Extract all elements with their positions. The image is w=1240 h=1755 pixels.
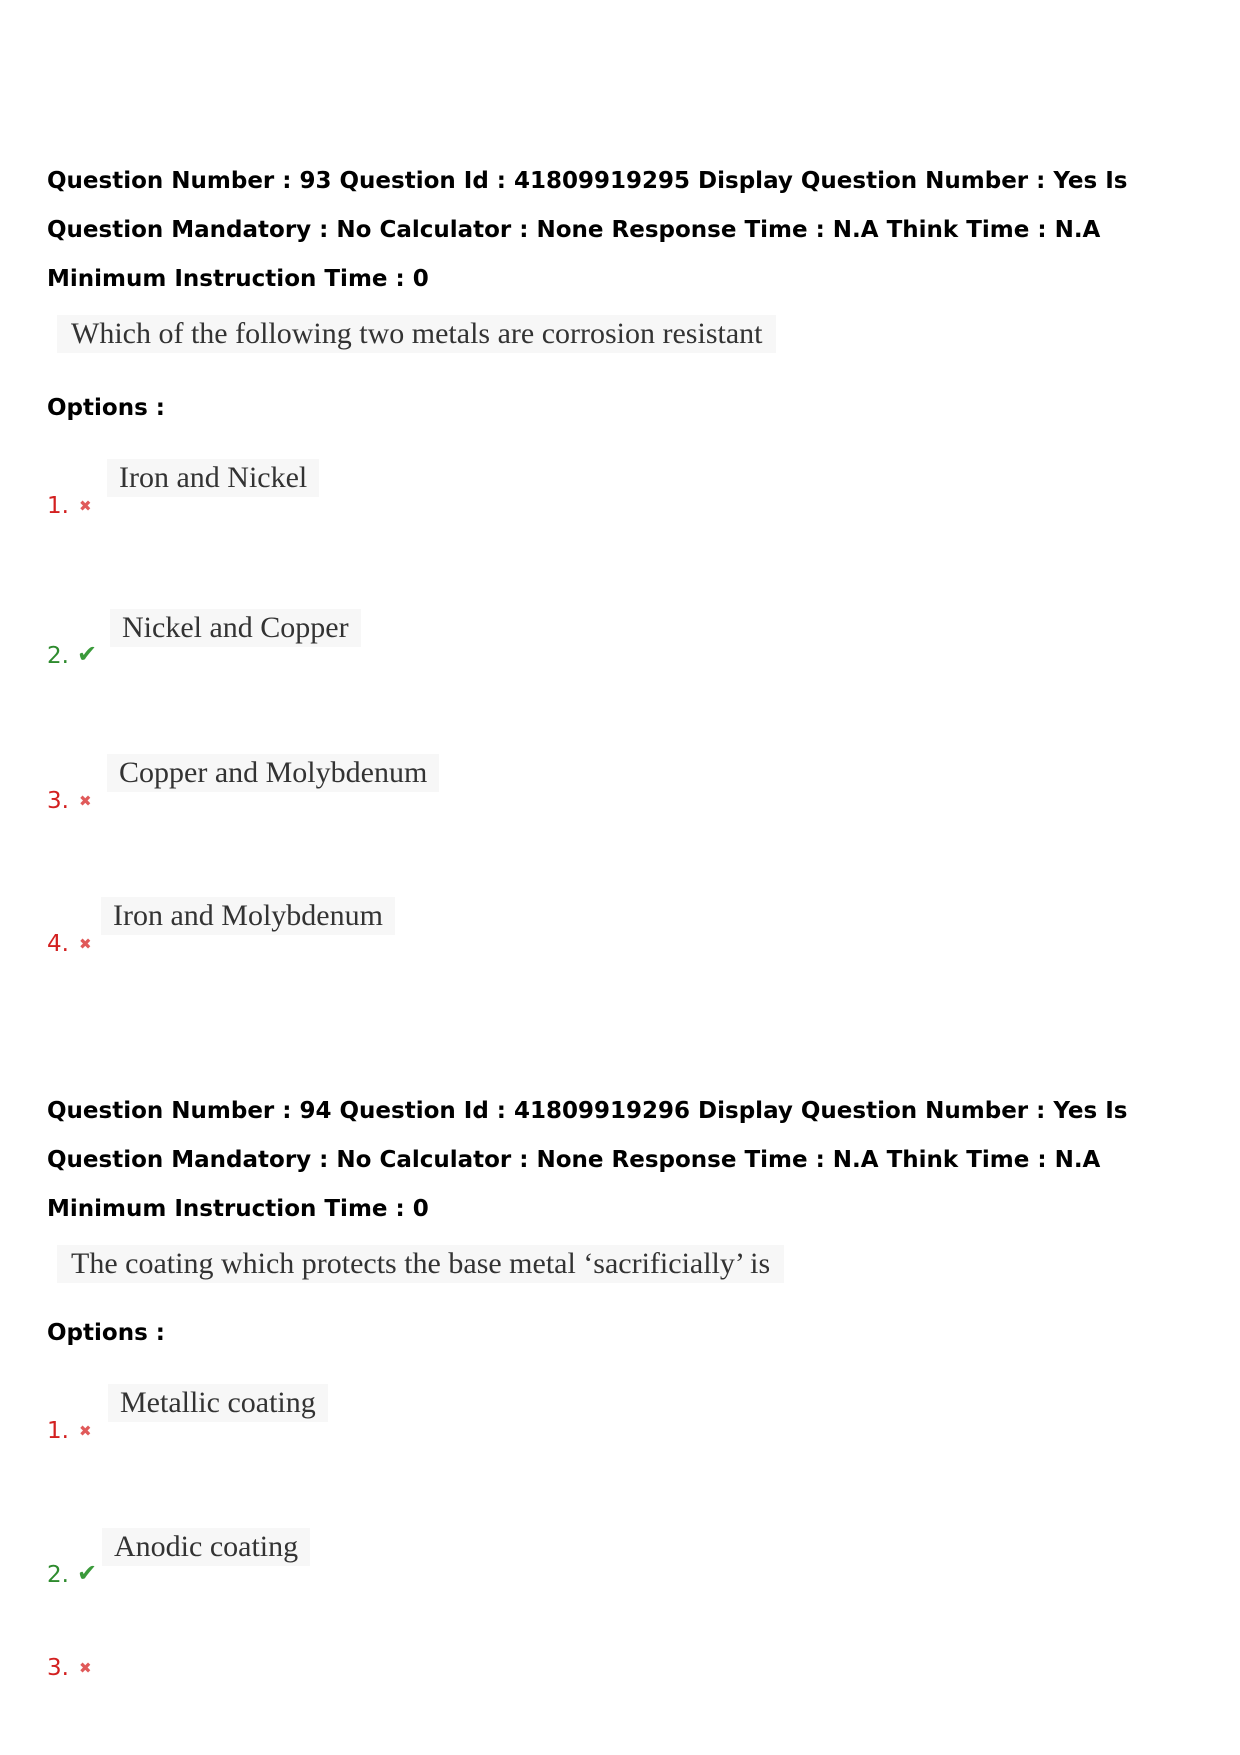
option-text: Iron and Nickel bbox=[107, 459, 319, 497]
question-block-93 bbox=[47, 157, 1207, 957]
option-text: Metallic coating bbox=[108, 1384, 328, 1422]
option-2[interactable] bbox=[47, 609, 747, 669]
option-1[interactable] bbox=[47, 459, 747, 519]
option-number: 2. bbox=[47, 1562, 69, 1588]
option-number: 1. bbox=[47, 1418, 69, 1444]
cross-icon: ✖ bbox=[79, 1422, 92, 1440]
option-text: Anodic coating bbox=[102, 1528, 310, 1566]
question-header: Question Number : 94 Question Id : 41809919296 Display Question Number : Yes Is Question Mandatory : No Calculator : None Response Time : N.A Think Time : N.A Minimum Instruction Time : 0 bbox=[47, 1098, 1128, 1222]
option-3[interactable] bbox=[47, 754, 747, 814]
question-block-94 bbox=[47, 1087, 1207, 1681]
option-text: Copper and Molybdenum bbox=[107, 754, 439, 792]
question-text: Which of the following two metals are corrosion resistant bbox=[57, 315, 776, 353]
cross-icon: ✖ bbox=[79, 497, 92, 515]
option-number: 2. bbox=[47, 643, 69, 669]
option-number: 1. bbox=[47, 493, 69, 519]
cross-icon: ✖ bbox=[79, 792, 92, 810]
option-number: 3. bbox=[47, 788, 69, 814]
option-number: 4. bbox=[47, 931, 69, 957]
option-4[interactable] bbox=[47, 897, 747, 957]
cross-icon: ✖ bbox=[79, 1659, 92, 1677]
question-text: The coating which protects the base metal ‘sacrificially’ is bbox=[57, 1245, 784, 1283]
options-label: Options : bbox=[47, 1320, 165, 1346]
option-2[interactable] bbox=[47, 1528, 747, 1588]
cross-icon: ✖ bbox=[79, 935, 92, 953]
option-text: Nickel and Copper bbox=[110, 609, 361, 647]
options-label: Options : bbox=[47, 395, 165, 421]
check-icon: ✔ bbox=[77, 1559, 98, 1587]
option-1[interactable] bbox=[47, 1384, 747, 1444]
question-header: Question Number : 93 Question Id : 41809919295 Display Question Number : Yes Is Question Mandatory : No Calculator : None Response Time : N.A Think Time : N.A Minimum Instruction Time : 0 bbox=[47, 168, 1128, 292]
option-number: 3. bbox=[47, 1655, 69, 1681]
option-text: Iron and Molybdenum bbox=[101, 897, 395, 935]
option-3[interactable] bbox=[47, 1641, 747, 1681]
check-icon: ✔ bbox=[77, 640, 98, 668]
